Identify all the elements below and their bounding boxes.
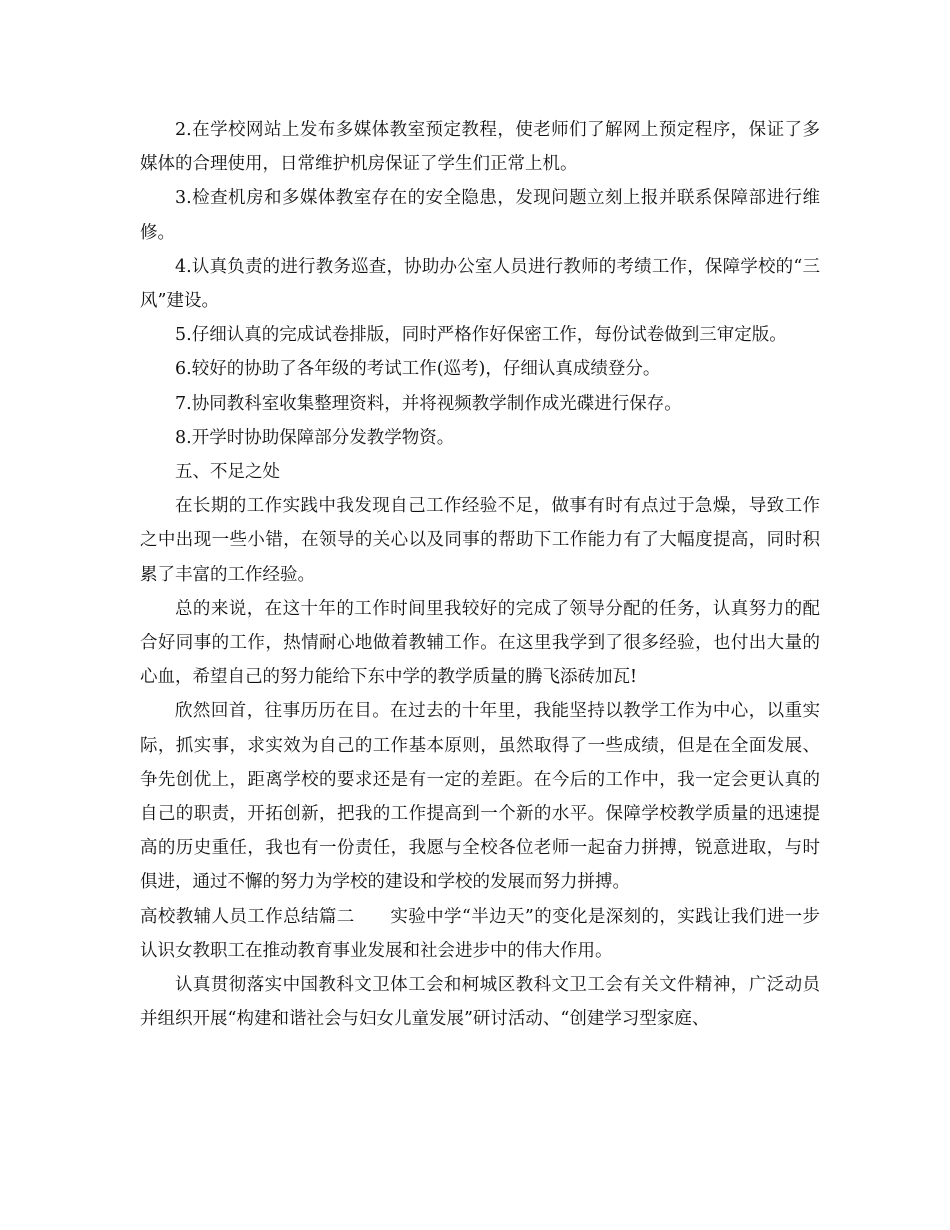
document-body: [140, 113, 820, 1036]
paragraph-item-5: 5.仔细认真的完成试卷排版，同时严格作好保密工作，每份试卷做到三审定版。: [175, 325, 787, 346]
paragraph-shortcomings: 在长期的工作实践中我发现自己工作经验不足，做事有时有点过于急燥，导致工作之中出现一些小错，在领导的关心以及同事的帮助下工作能力有了大幅度提高，同时积累了丰富的工作经验。: [140, 496, 820, 585]
paragraph-summary: 总的来说，在这十年的工作时间里我较好的完成了领导分配的任务，认真努力的配合好同事的工作，热情耐心地做着教辅工作。在这里我学到了很多经验，也付出大量的心血，希望自己的努力能给下东中学的教学质量的腾飞添砖加瓦!: [140, 598, 820, 688]
section-heading: 五、不足之处: [175, 462, 280, 483]
paragraph-item-6: 6.较好的协助了各年级的考试工作(巡考)，仔细认真成绩登分。: [175, 359, 661, 380]
article-title-paragraph: 高校教辅人员工作总结篇二 实验中学“半边天”的变化是深刻的，实践让我们进一步认识女教职工在推动教育事业发展和社会进步中的伟大作用。: [140, 906, 820, 961]
paragraph-review: 欣然回首，往事历历在目。在过去的十年里，我能坚持以教学工作为中心，以重实际，抓实事，求实效为自己的工作基本原则，虽然取得了一些成绩，但是在全面发展、争先创优上，距离学校的要求还是有一定的差距。在今后的工作中，我一定会更认真的自己的职责，开拓创新，把我的工作提高到一个新的水平。保障学校教学质量的迅速提高的历史重任，我也有一份责任，我愿与全校各位老师一起奋力拼搏，锐意进取，与时俱进，通过不懈的努力为学校的建设和学校的发展而努力拼搏。: [140, 701, 820, 893]
paragraph-item-2: 2.在学校网站上发布多媒体教室预定教程，使老师们了解网上预定程序，保证了多媒体的合理使用，日常维护机房保证了学生们正常上机。: [140, 120, 820, 175]
paragraph-item-8: 8.开学时协助保障部分发教学物资。: [175, 427, 455, 448]
paragraph-item-4: 4.认真负责的进行教务巡查，协助办公室人员进行教师的考绩工作，保障学校的“三风”建设。: [140, 256, 820, 312]
paragraph-item-3: 3.检查机房和多媒体教室存在的安全隐患，发现问题立刻上报并联系保障部进行维修。: [140, 188, 820, 243]
paragraph-item-7: 7.协同教科室收集整理资料，并将视频教学制作成光碟进行保存。: [175, 393, 682, 414]
paragraph-union: 认真贯彻落实中国教科文卫体工会和柯城区教科文卫工会有关文件精神，广泛动员并组织开展“构建和谐社会与妇女儿童发展”研讨活动、“创建学习型家庭、: [140, 975, 820, 1030]
